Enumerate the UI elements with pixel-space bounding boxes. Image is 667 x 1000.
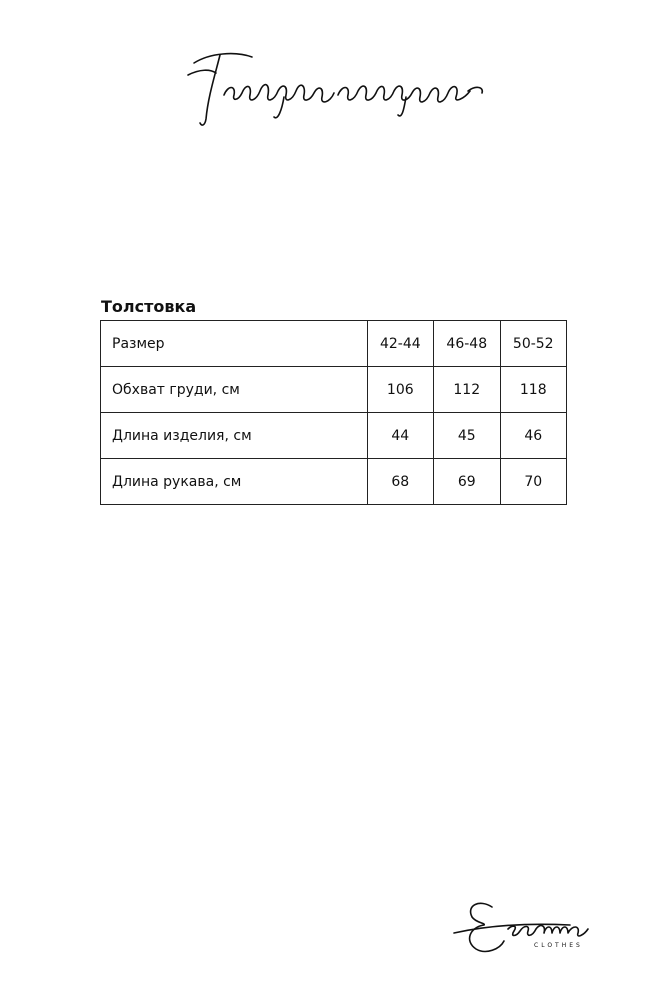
table-row <box>101 459 567 505</box>
row-label: Обхват груди, см <box>101 367 368 413</box>
table-row <box>101 413 567 459</box>
table-cell: 68 <box>367 459 433 505</box>
table-cell: 44 <box>367 413 433 459</box>
table-cell: 112 <box>434 367 500 413</box>
row-label: Размер <box>101 321 368 367</box>
handwritten-title <box>180 35 500 130</box>
table-row <box>101 367 567 413</box>
table-cell: 118 <box>500 367 567 413</box>
table-cell: 46-48 <box>434 321 500 367</box>
table-cell: 70 <box>500 459 567 505</box>
table-cell: 106 <box>367 367 433 413</box>
product-title: Толстовка <box>101 297 197 316</box>
table-cell: 45 <box>434 413 500 459</box>
table-cell: 69 <box>434 459 500 505</box>
size-table <box>100 320 567 505</box>
table-cell: 42-44 <box>367 321 433 367</box>
table-row <box>101 321 567 367</box>
row-label: Длина изделия, см <box>101 413 368 459</box>
table-cell: 50-52 <box>500 321 567 367</box>
row-label: Длина рукава, см <box>101 459 368 505</box>
svg-text:CLOTHES: CLOTHES <box>534 942 583 949</box>
table-cell: 46 <box>500 413 567 459</box>
brand-logo <box>450 885 630 965</box>
